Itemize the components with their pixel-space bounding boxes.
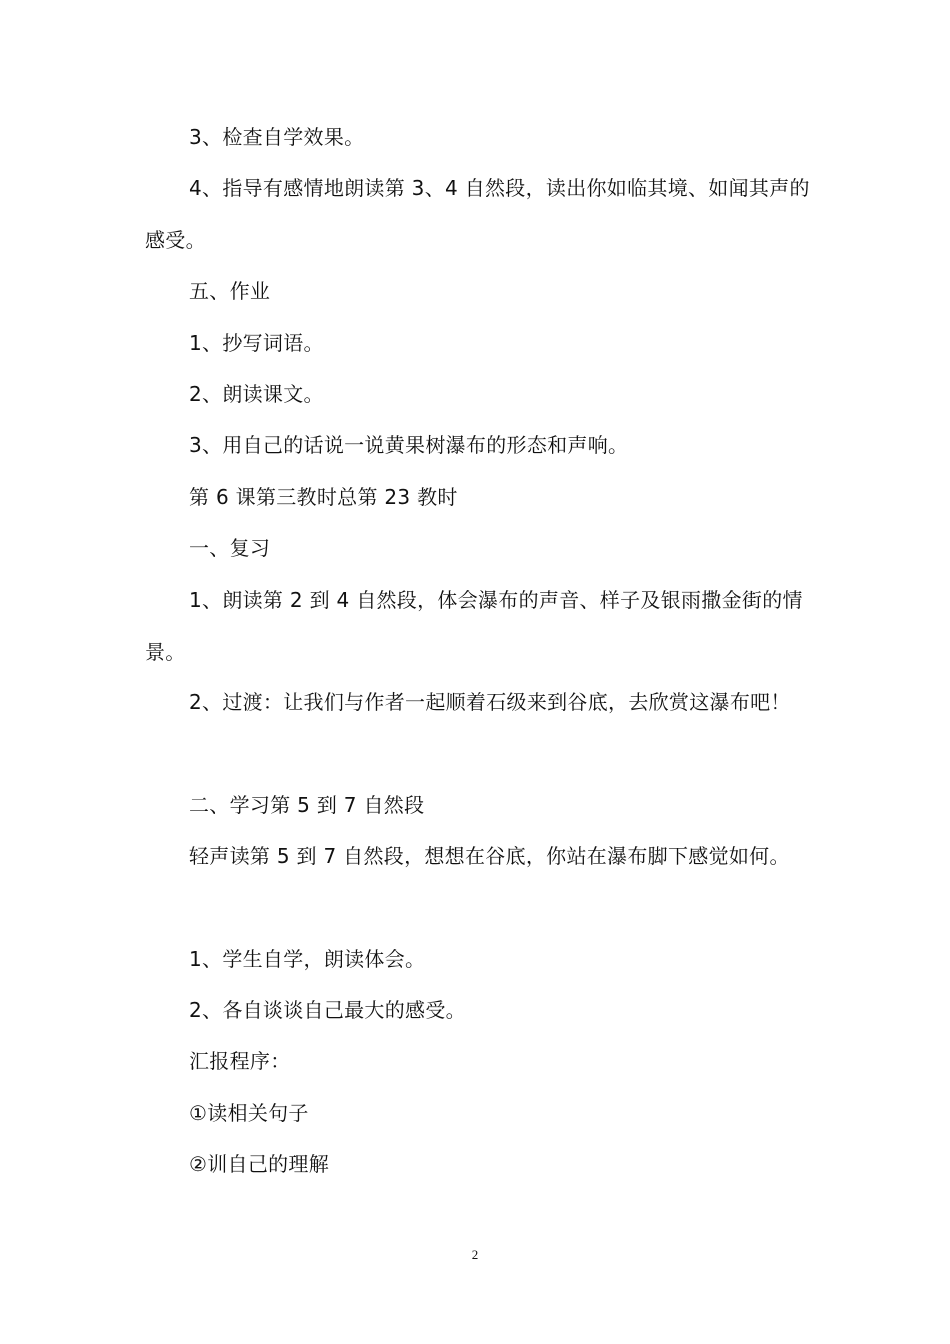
paragraph-guided-reading: 4、指导有感情地朗读第 3、4 自然段，读出你如临其境、如闻其声的感受。 [145,176,810,252]
heading-study-paragraphs: 二、学习第 5 到 7 自然段 [189,793,425,817]
paragraph-share-feelings: 2、各自谈谈自己最大的感受。 [189,998,466,1022]
paragraph-own-understanding: ②训自己的理解 [189,1152,330,1176]
heading-review: 一、复习 [189,536,271,560]
heading-lesson-period: 第 6 课第三教时总第 23 教时 [189,485,458,509]
heading-homework: 五、作业 [189,279,271,303]
paragraph-describe-waterfall: 3、用自己的话说一说黄果树瀑布的形态和声响。 [189,433,629,457]
paragraph-read-paragraphs: 1、朗读第 2 到 4 自然段，体会瀑布的声音、样子及银雨撒金街的情景。 [145,588,803,664]
paragraph-read-sentences: ①读相关句子 [189,1101,309,1125]
page-number: 2 [471,1247,479,1262]
paragraph-read-text: 2、朗读课文。 [189,382,324,406]
paragraph-copy-words: 1、抄写词语。 [189,331,324,355]
paragraph-quiet-reading: 轻声读第 5 到 7 自然段，想想在谷底，你站在瀑布脚下感觉如何。 [189,844,790,868]
paragraph-report-procedure: 汇报程序： [189,1049,291,1073]
paragraph-transition: 2、过渡：让我们与作者一起顺着石级来到谷底，去欣赏这瀑布吧！ [189,690,791,714]
paragraph-check-self-study: 3、检查自学效果。 [189,125,365,149]
paragraph-self-study: 1、学生自学，朗读体会。 [189,947,426,971]
